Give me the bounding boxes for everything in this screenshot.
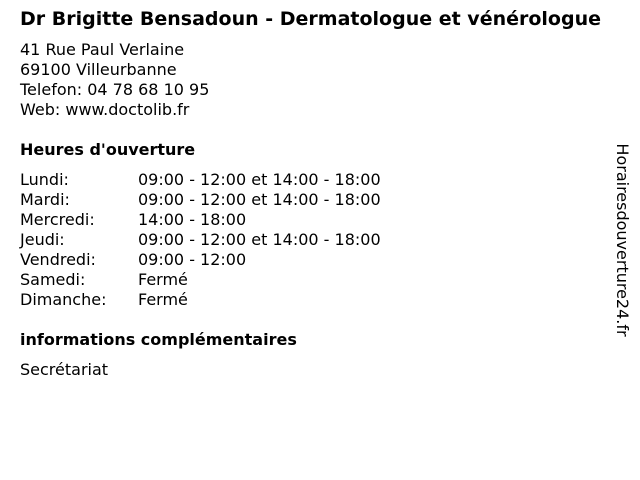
hours-row-monday: [20, 170, 604, 190]
hours-time: 09:00 - 12:00: [138, 250, 247, 269]
hours-row-tuesday: [20, 190, 604, 210]
hours-time: 09:00 - 12:00 et 14:00 - 18:00: [138, 230, 381, 249]
hours-row-wednesday: [20, 210, 604, 230]
hours-time: 09:00 - 12:00 et 14:00 - 18:00: [138, 170, 381, 189]
hours-time: Fermé: [138, 290, 188, 309]
hours-day: Mercredi:: [20, 210, 95, 229]
hours-time: 14:00 - 18:00: [138, 210, 247, 229]
hours-day: Mardi:: [20, 190, 70, 209]
phone-line: Telefon: 04 78 68 10 95: [20, 80, 210, 99]
additional-info-text: Secrétariat: [20, 360, 109, 379]
hours-time: 09:00 - 12:00 et 14:00 - 18:00: [138, 190, 381, 209]
hours-row-friday: [20, 250, 604, 270]
hours-day: Lundi:: [20, 170, 69, 189]
city-line: 69100 Villeurbanne: [20, 60, 177, 79]
site-watermark: Horairesdouverture24.fr: [613, 143, 632, 337]
opening-hours-heading: Heures d'ouverture: [20, 140, 196, 159]
hours-time: Fermé: [138, 270, 188, 289]
opening-hours-table: [20, 170, 604, 310]
hours-row-saturday: [20, 270, 604, 290]
hours-day: Dimanche:: [20, 290, 107, 309]
hours-row-sunday: [20, 290, 604, 310]
hours-row-thursday: [20, 230, 604, 250]
contact-block: [20, 40, 604, 120]
business-card: [20, 8, 604, 380]
hours-day: Jeudi:: [20, 230, 65, 249]
web-line: Web: www.doctolib.fr: [20, 100, 190, 119]
hours-day: Vendredi:: [20, 250, 96, 269]
street-address: 41 Rue Paul Verlaine: [20, 40, 185, 59]
additional-info-heading: informations complémentaires: [20, 330, 297, 349]
business-name: Dr Brigitte Bensadoun - Dermatologue et vénérologue: [20, 8, 601, 30]
hours-day: Samedi:: [20, 270, 86, 289]
